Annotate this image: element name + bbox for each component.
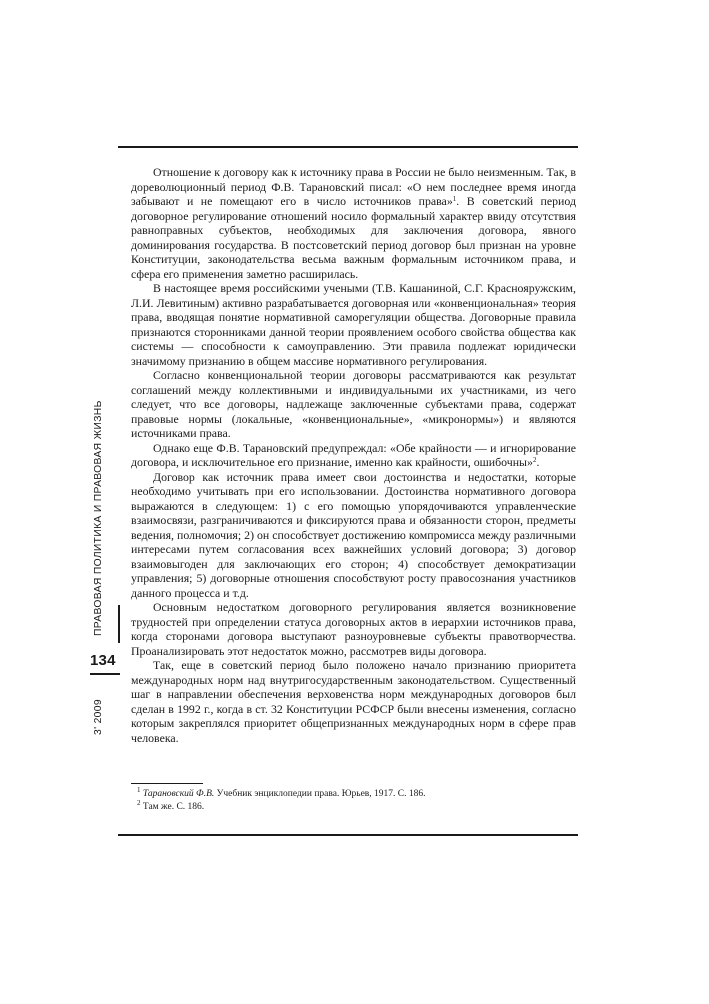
footnote xyxy=(137,798,577,814)
footnote-author: Тарановский Ф.В. xyxy=(142,789,215,799)
footnote-number: 1 xyxy=(137,786,141,794)
top-rule xyxy=(118,146,578,148)
paragraph: В настоящее время российскими учеными (Т.В. Кашаниной, С.Г. Краснояружским, Л.И. Левитиным) активно разрабатывается договорная или «конвенциональная» теория права, вводящая понятие нормативной саморегуляции общества. Договорные правила признаются сторонниками данной теории проявлением особого свойства общества как системы — способности к самоуправлению. Эти правила подлежат юридически значимому признанию в общем массиве нормативного регулирования. xyxy=(131,281,576,368)
footnote-separator xyxy=(131,783,203,784)
footnote-number: 2 xyxy=(137,798,141,807)
running-header xyxy=(89,400,111,636)
journal-title: ПРАВОВАЯ ПОЛИТИКА И ПРАВОВАЯ ЖИЗНЬ xyxy=(93,400,104,636)
footnote-text: Там же. С. 186. xyxy=(142,801,205,812)
footnotes xyxy=(137,788,577,813)
left-margin-rule xyxy=(118,605,120,643)
paragraph: Так, еще в советский период было положено начало признанию приоритета международных норм над внутригосударственным законодательством. Существенный шаг в направлении обеспечения верховенства норм международных договоров был сделан в 1992 г., когда в ст. 32 Конституции РСФСР были внесены изменения, согласно которым закреплялся приоритет общепризнанных международных норм в сфере прав человека. xyxy=(131,658,576,745)
footnote-text: Учебник энциклопедии права. Юрьев, 1917. С. 186. xyxy=(214,789,426,799)
paragraph: Основным недостатком договорного регулирования является возникновение трудностей при определении статуса договорных актов в иерархии источников права, когда сторонами договора выступают разноуровневые субъекты правотворчества. Проанализировать этот недостаток можно, рассмотрев виды договора. xyxy=(131,600,576,658)
paragraph: Согласно конвенциональной теории договоры рассматриваются как результат соглашений между коллективными и индивидуальными их участниками, из чего следует, что все договоры, надлежаще заключенные субъектами права, содержат правовые нормы (локальные, «конвенциональные», «микронормы») и являются источниками права. xyxy=(131,368,576,440)
page-number-rule xyxy=(90,673,120,675)
paragraph: Договор как источник права имеет свои достоинства и недостатки, которые необходимо учитывать при его использовании. Достоинства нормативного договора выражаются в следующем: 1) с его помощью упорядочиваются управленческие взаимосвязи, разграничиваются и фиксируются права и обязанности сторон, предметы ведения, полномочия; 2) он способствует достижению компромисса между различными интересами путем согласования всех важнейших условий договора; 3) договор взаимовыгоден для заключающих его сторон; 4) способствует демократизации управления; 5) договорные отношения способствуют росту правосознания участников данного процесса и т.д. xyxy=(131,469,576,600)
page-number: 134 xyxy=(90,652,116,669)
footnote-ref: 2 xyxy=(532,456,537,464)
bottom-rule xyxy=(118,834,578,836)
footnote xyxy=(137,788,577,801)
article-body xyxy=(131,165,576,745)
paragraph: Однако еще Ф.В. Тарановский предупреждал: «Обе крайности — и игнорирование договора, и исключительное его признание, именно как крайности, ошибочны»$^2$. xyxy=(131,440,576,469)
footnote-ref: 1 xyxy=(452,195,457,203)
paragraph: Отношение к договору как к источнику права в России не было неизменным. Так, в дореволюционный период Ф.В. Тарановский писал: «О нем последнее время иногда забывают и не помещают его в число источников права»$^1$. В советский период договорное регулирование отношений носило формальный характер ввиду отсутствия равноправных субъектов, необходимых для заключения договора, явного доминирования государства. В постсоветский период договор был признан на уровне Конституции, законодательства весьма важным формальным источником права, и сфера его применения заметно расширилась. xyxy=(131,165,577,281)
issue-label: 3' 2009 xyxy=(93,699,104,735)
issue-block xyxy=(89,690,111,735)
